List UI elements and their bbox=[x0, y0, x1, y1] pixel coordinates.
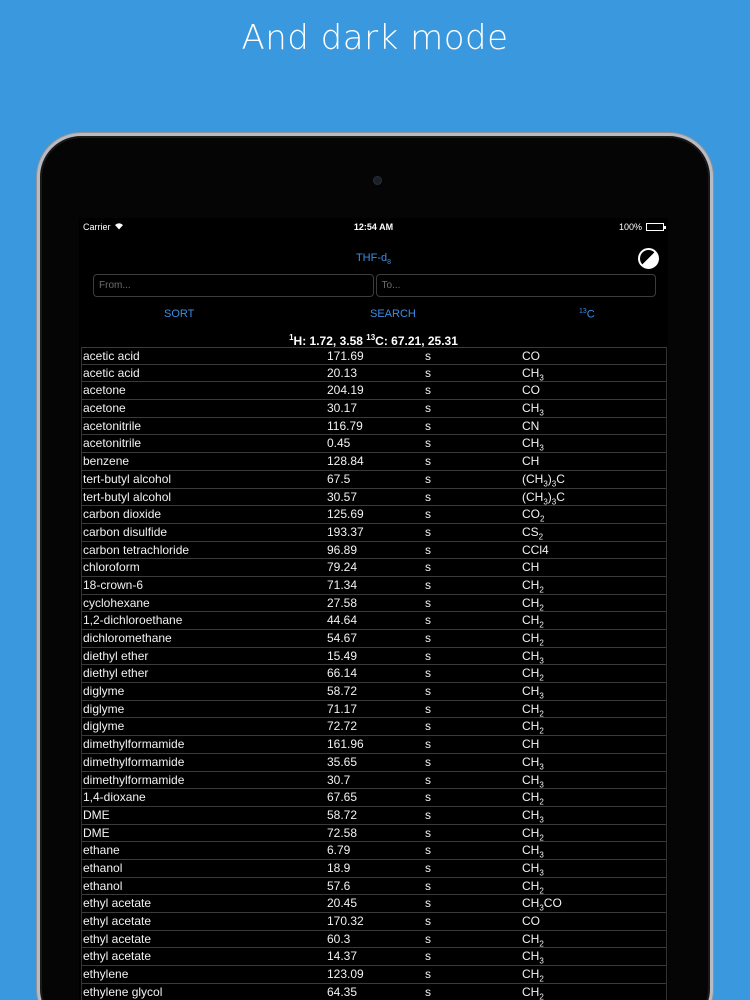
to-input[interactable] bbox=[376, 274, 657, 297]
row-multiplicity: s bbox=[425, 949, 431, 964]
row-group: $CH_2$ bbox=[522, 825, 544, 842]
row-compound: diglyme bbox=[83, 701, 125, 716]
row-group: $(CH_3)_3C$ bbox=[522, 471, 565, 489]
impurity-shift-table[interactable] bbox=[81, 347, 667, 1000]
row-shift: 72.72 bbox=[327, 719, 358, 734]
row-multiplicity: s bbox=[425, 454, 431, 469]
row-multiplicity: s bbox=[425, 577, 431, 592]
row-shift: 20.45 bbox=[327, 896, 358, 911]
row-group: $CH_2$ bbox=[522, 595, 544, 613]
row-compound: carbon dioxide bbox=[83, 507, 162, 522]
table-row[interactable] bbox=[82, 842, 666, 860]
row-multiplicity: s bbox=[425, 737, 431, 752]
row-compound: ethanol bbox=[83, 878, 123, 893]
row-shift: 67.65 bbox=[327, 790, 358, 805]
row-shift: 0.45 bbox=[327, 436, 351, 451]
row-shift: 18.9 bbox=[327, 860, 351, 875]
row-multiplicity: s bbox=[425, 754, 431, 769]
row-group: CN bbox=[522, 418, 540, 433]
solvent-shift-summary: $^1$H: 1.72, 3.58 $^{13}$C: 67.21, 25.31 bbox=[289, 333, 458, 348]
row-shift: 193.37 bbox=[327, 524, 364, 539]
row-compound: acetic acid bbox=[83, 365, 140, 380]
row-compound: dimethylformamide bbox=[83, 737, 185, 752]
nucleus-toggle-button[interactable]: $^{13}$C bbox=[579, 308, 595, 321]
row-shift: 30.17 bbox=[327, 401, 358, 416]
row-shift: 44.64 bbox=[327, 613, 358, 628]
row-group: CH bbox=[522, 560, 540, 575]
row-shift: 79.24 bbox=[327, 560, 358, 575]
row-group: $(CH_3)_3C$ bbox=[522, 489, 565, 506]
table-row[interactable] bbox=[82, 471, 666, 489]
row-compound: acetone bbox=[83, 383, 126, 398]
table-row[interactable] bbox=[82, 577, 666, 595]
row-multiplicity: s bbox=[425, 860, 431, 875]
table-row[interactable] bbox=[82, 807, 666, 825]
table-row[interactable] bbox=[82, 984, 666, 1000]
table-row[interactable] bbox=[82, 418, 666, 436]
row-shift: 6.79 bbox=[327, 843, 351, 858]
row-compound: ethane bbox=[83, 843, 120, 858]
row-shift: 58.72 bbox=[327, 807, 358, 822]
row-group: CCl4 bbox=[522, 542, 549, 557]
promo-headline: And dark mode bbox=[241, 18, 509, 58]
row-shift: 72.58 bbox=[327, 825, 358, 840]
row-multiplicity: s bbox=[425, 701, 431, 716]
row-compound: tert-butyl alcohol bbox=[83, 471, 172, 486]
row-group: $CH_3$ bbox=[522, 843, 544, 860]
row-group: $CH_3$ bbox=[522, 436, 544, 453]
row-compound: diethyl ether bbox=[83, 648, 149, 663]
row-compound: diglyme bbox=[83, 719, 125, 734]
front-camera bbox=[373, 176, 382, 185]
table-row[interactable] bbox=[82, 506, 666, 524]
dark-mode-toggle-icon[interactable] bbox=[638, 248, 659, 269]
table-row[interactable] bbox=[82, 648, 666, 666]
row-multiplicity: s bbox=[425, 648, 431, 663]
row-compound: ethylene glycol bbox=[83, 984, 163, 999]
row-multiplicity: s bbox=[425, 383, 431, 398]
row-compound: ethyl acetate bbox=[83, 949, 152, 964]
row-shift: 60.3 bbox=[327, 931, 351, 946]
row-shift: 15.49 bbox=[327, 648, 358, 663]
row-multiplicity: s bbox=[425, 542, 431, 557]
row-group: $CH_2$ bbox=[522, 613, 544, 630]
row-group: $CO_2$ bbox=[522, 507, 545, 524]
row-shift: 161.96 bbox=[327, 737, 364, 752]
row-compound: DME bbox=[83, 807, 110, 822]
row-shift: 96.89 bbox=[327, 542, 358, 557]
table-row[interactable] bbox=[82, 612, 666, 630]
row-multiplicity: s bbox=[425, 613, 431, 628]
row-group: $CH_3$ bbox=[522, 684, 544, 701]
row-compound: acetonitrile bbox=[83, 418, 142, 433]
row-multiplicity: s bbox=[425, 666, 431, 681]
row-compound: ethyl acetate bbox=[83, 914, 152, 928]
table-row[interactable] bbox=[82, 400, 666, 418]
row-compound: carbon disulfide bbox=[83, 524, 168, 539]
row-multiplicity: s bbox=[425, 507, 431, 522]
row-group: $CH_3$ bbox=[522, 807, 544, 825]
row-multiplicity: s bbox=[425, 684, 431, 699]
row-compound: carbon tetrachloride bbox=[83, 542, 190, 557]
row-compound: acetic acid bbox=[83, 349, 140, 363]
table-row[interactable] bbox=[82, 630, 666, 648]
table-row[interactable] bbox=[82, 895, 666, 913]
row-multiplicity: s bbox=[425, 807, 431, 822]
row-group: $CH_3CO$ bbox=[522, 896, 562, 913]
row-multiplicity: s bbox=[425, 878, 431, 893]
row-shift: 125.69 bbox=[327, 507, 364, 522]
app-screen bbox=[79, 218, 668, 1000]
table-row[interactable] bbox=[82, 948, 666, 966]
table-row[interactable] bbox=[82, 789, 666, 807]
row-shift: 128.84 bbox=[327, 454, 364, 469]
table-row[interactable] bbox=[82, 931, 666, 949]
row-group: CO bbox=[522, 349, 540, 363]
range-inputs bbox=[93, 274, 656, 297]
table-row[interactable] bbox=[82, 825, 666, 843]
row-multiplicity: s bbox=[425, 896, 431, 911]
row-shift: 30.7 bbox=[327, 772, 351, 787]
row-shift: 71.17 bbox=[327, 701, 358, 716]
row-multiplicity: s bbox=[425, 790, 431, 805]
solvent-title[interactable]: THF-$d_8$ bbox=[355, 252, 392, 267]
row-compound: benzene bbox=[83, 454, 130, 469]
table-row[interactable] bbox=[82, 754, 666, 772]
row-shift: 58.72 bbox=[327, 684, 358, 699]
row-group: $CH_3$ bbox=[522, 754, 544, 772]
row-compound: acetone bbox=[83, 401, 126, 416]
table-row[interactable] bbox=[82, 913, 666, 931]
table-row[interactable] bbox=[82, 966, 666, 984]
row-shift: 20.13 bbox=[327, 365, 358, 380]
row-multiplicity: s bbox=[425, 489, 431, 504]
row-multiplicity: s bbox=[425, 843, 431, 858]
row-multiplicity: s bbox=[425, 401, 431, 416]
row-group: CO bbox=[522, 383, 540, 398]
sort-button[interactable]: SORT bbox=[164, 308, 195, 320]
row-multiplicity: s bbox=[425, 365, 431, 380]
row-multiplicity: s bbox=[425, 418, 431, 433]
row-shift: 54.67 bbox=[327, 631, 358, 645]
row-group: CH bbox=[522, 737, 540, 752]
row-group: $CH_2$ bbox=[522, 967, 544, 984]
row-group: $CH_2$ bbox=[522, 701, 544, 719]
table-row[interactable] bbox=[82, 683, 666, 701]
row-multiplicity: s bbox=[425, 772, 431, 787]
row-compound: diglyme bbox=[83, 684, 125, 699]
row-compound: cyclohexane bbox=[83, 595, 150, 610]
row-group: $CH_3$ bbox=[522, 772, 544, 789]
status-bar bbox=[79, 218, 668, 236]
row-shift: 116.79 bbox=[327, 418, 363, 433]
row-group: $CH_3$ bbox=[522, 949, 544, 966]
table-row[interactable] bbox=[82, 559, 666, 577]
table-row[interactable] bbox=[82, 365, 666, 383]
row-multiplicity: s bbox=[425, 931, 431, 946]
row-multiplicity: s bbox=[425, 471, 431, 486]
row-group: $CH_2$ bbox=[522, 631, 544, 648]
table-row[interactable] bbox=[82, 718, 666, 736]
row-shift: 170.32 bbox=[327, 914, 364, 928]
row-compound: ethanol bbox=[83, 860, 123, 875]
row-compound: chloroform bbox=[83, 560, 140, 575]
row-shift: 35.65 bbox=[327, 754, 358, 769]
table-row[interactable] bbox=[82, 489, 666, 507]
table-row[interactable] bbox=[82, 701, 666, 719]
table-row[interactable] bbox=[82, 435, 666, 453]
row-multiplicity: s bbox=[425, 914, 431, 928]
table-row[interactable] bbox=[82, 347, 666, 365]
row-group: $CS_2$ bbox=[522, 524, 544, 542]
row-compound: 1,2-dichloroethane bbox=[83, 613, 183, 628]
row-group: $CH_2$ bbox=[522, 790, 544, 807]
row-compound: ethyl acetate bbox=[83, 931, 152, 946]
row-group: $CH_3$ bbox=[522, 860, 544, 878]
row-shift: 14.37 bbox=[327, 949, 358, 964]
row-group: $CH_2$ bbox=[522, 984, 544, 1000]
row-group: $CH_2$ bbox=[522, 931, 544, 949]
table-row[interactable] bbox=[82, 736, 666, 754]
row-shift: 30.57 bbox=[327, 489, 358, 504]
row-shift: 66.14 bbox=[327, 666, 358, 681]
battery-percent: 100% bbox=[618, 222, 642, 232]
row-group: CH bbox=[522, 454, 540, 469]
row-compound: dichloromethane bbox=[83, 631, 172, 645]
row-multiplicity: s bbox=[425, 719, 431, 734]
table-row[interactable] bbox=[82, 595, 666, 613]
search-button[interactable]: SEARCH bbox=[370, 308, 416, 320]
row-group: $CH_2$ bbox=[522, 719, 544, 736]
row-group: $CH_2$ bbox=[522, 878, 544, 896]
table-row[interactable] bbox=[82, 453, 666, 471]
row-shift: 171.69 bbox=[327, 349, 364, 363]
table-row[interactable] bbox=[82, 665, 666, 683]
table-row[interactable] bbox=[82, 524, 666, 542]
row-compound: dimethylformamide bbox=[83, 754, 185, 769]
row-multiplicity: s bbox=[425, 825, 431, 840]
row-multiplicity: s bbox=[425, 560, 431, 575]
table-row[interactable] bbox=[82, 772, 666, 790]
status-battery-group bbox=[619, 222, 664, 232]
row-compound: 18-crown-6 bbox=[83, 577, 144, 592]
row-shift: 123.09 bbox=[327, 967, 364, 982]
row-multiplicity: s bbox=[425, 967, 431, 982]
carrier-label: Carrier bbox=[83, 222, 111, 232]
row-compound: acetonitrile bbox=[83, 436, 142, 451]
row-multiplicity: s bbox=[425, 349, 431, 363]
row-compound: dimethylformamide bbox=[83, 772, 185, 787]
status-time: 12:54 AM bbox=[353, 222, 394, 232]
table-row[interactable] bbox=[82, 542, 666, 560]
row-group: $CH_2$ bbox=[522, 666, 544, 683]
row-shift: 27.58 bbox=[327, 595, 358, 610]
row-compound: 1,4-dioxane bbox=[83, 790, 146, 805]
table-row[interactable] bbox=[82, 382, 666, 400]
row-compound: tert-butyl alcohol bbox=[83, 489, 172, 504]
row-group: $CH_2$ bbox=[522, 577, 544, 595]
row-compound: ethyl acetate bbox=[83, 896, 152, 911]
row-shift: 67.5 bbox=[327, 471, 351, 486]
row-compound: ethylene bbox=[83, 967, 129, 982]
table-row[interactable] bbox=[82, 860, 666, 878]
row-multiplicity: s bbox=[425, 524, 431, 539]
row-multiplicity: s bbox=[425, 984, 431, 999]
row-group: CO bbox=[522, 914, 540, 928]
row-group: $CH_3$ bbox=[522, 648, 544, 666]
battery-icon bbox=[646, 223, 664, 231]
row-shift: 71.34 bbox=[327, 577, 358, 592]
row-group: $CH_3$ bbox=[522, 401, 544, 418]
row-compound: diethyl ether bbox=[83, 666, 149, 681]
from-input[interactable] bbox=[93, 274, 374, 297]
row-multiplicity: s bbox=[425, 631, 431, 645]
row-multiplicity: s bbox=[425, 436, 431, 451]
toolbar bbox=[79, 308, 668, 324]
row-shift: 64.35 bbox=[327, 984, 358, 999]
row-shift: 204.19 bbox=[327, 383, 364, 398]
row-group: $CH_3$ bbox=[522, 365, 544, 383]
row-shift: 57.6 bbox=[327, 878, 351, 893]
row-compound: DME bbox=[83, 825, 110, 840]
table-row[interactable] bbox=[82, 878, 666, 896]
row-multiplicity: s bbox=[425, 595, 431, 610]
